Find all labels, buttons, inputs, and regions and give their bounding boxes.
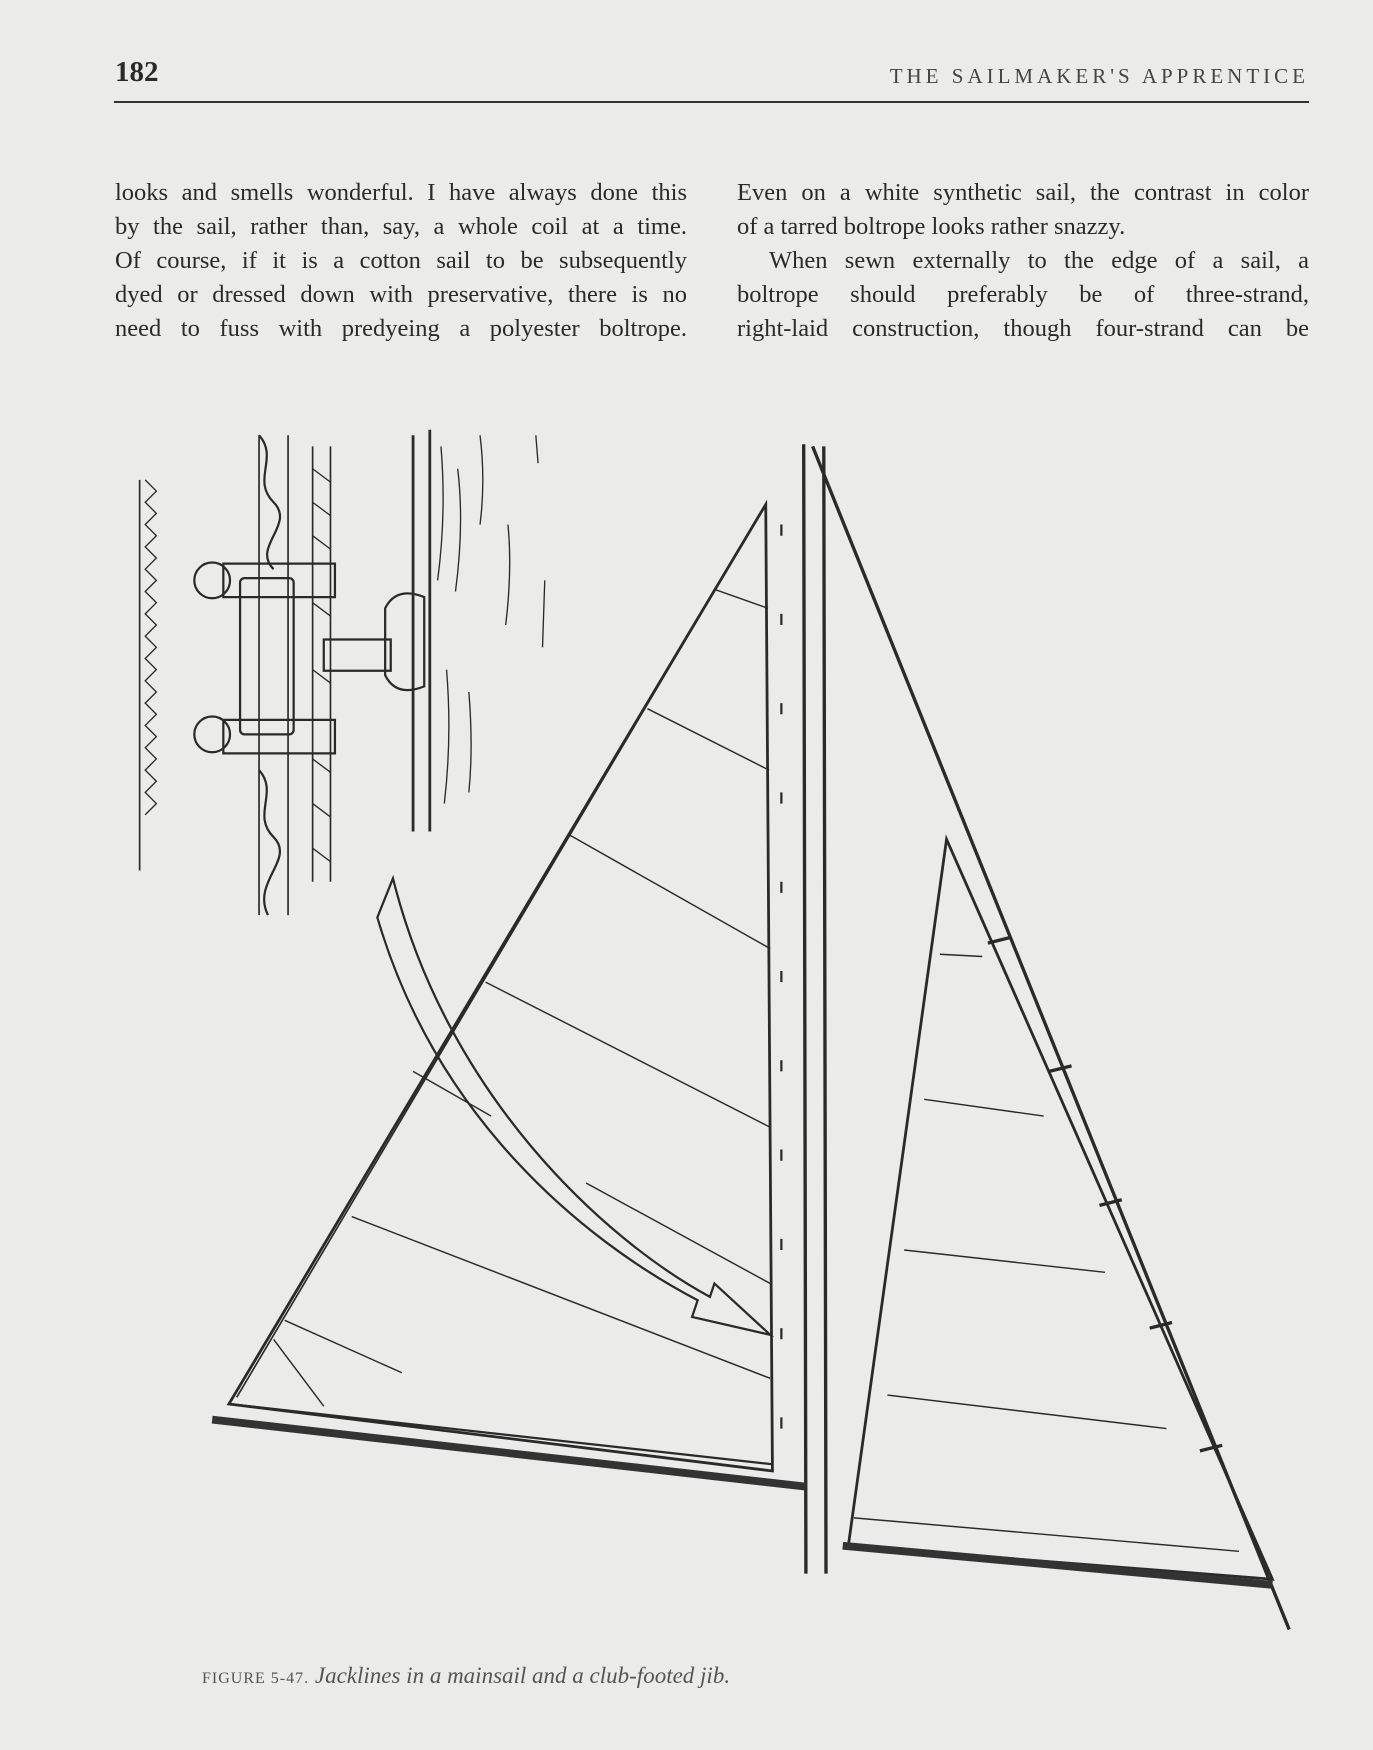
text-line: by the sail, rather than, say, a whole coil at a time. (115, 213, 687, 240)
text-line: right-laid construction, though four-strand can be (737, 315, 1309, 342)
figure-label: FIGURE 5-47. (202, 1670, 310, 1687)
jackline-detail-inset (140, 430, 545, 915)
text-line: When sewn externally to the edge of a sail, a (769, 247, 1309, 274)
jib (813, 446, 1290, 1629)
mainsail (212, 504, 806, 1486)
figure-caption-text: Jacklines in a mainsail and a club-footed jib. (314, 1663, 731, 1688)
text-line: Even on a white synthetic sail, the contrast in color (737, 179, 1309, 206)
text-line: need to fuss with predyeing a polyester boltrope. (115, 315, 687, 342)
text-line: dyed or dressed down with preservative, there is no (115, 281, 687, 308)
arrow-icon (377, 878, 770, 1334)
text-line: of a tarred boltrope looks rather snazzy. (737, 213, 1126, 240)
mast (804, 444, 826, 1573)
page-number: 182 (115, 56, 159, 88)
text-line: looks and smells wonderful. I have always done this (115, 179, 687, 206)
text-line: Of course, if it is a cotton sail to be subsequently (115, 247, 687, 274)
running-title: THE SAILMAKER'S APPRENTICE (889, 64, 1309, 88)
text-line: boltrope should preferably be of three-strand, (737, 281, 1309, 308)
figure-caption (202, 1663, 730, 1689)
